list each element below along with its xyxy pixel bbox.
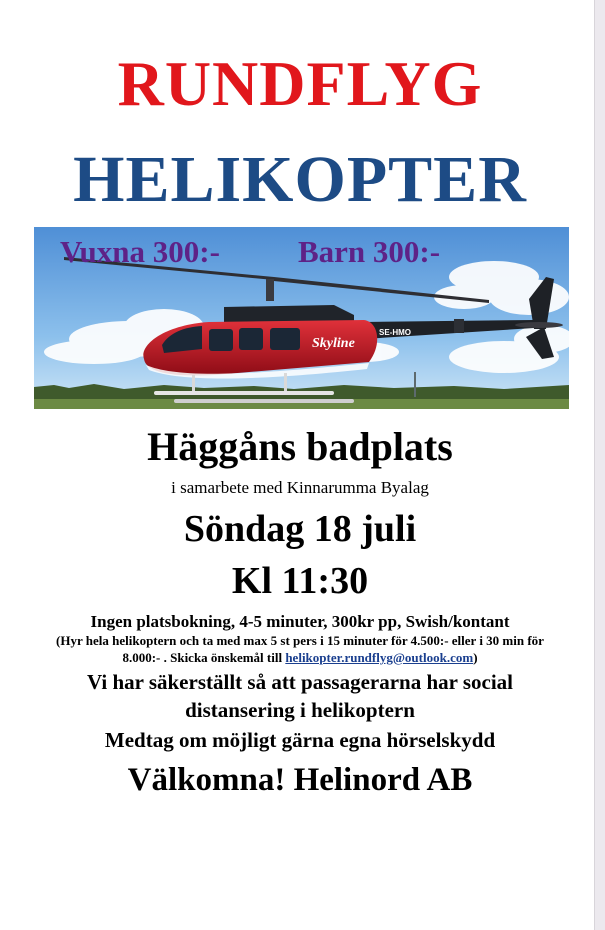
collaboration-note: i samarbete med Kinnarumma Byalag — [171, 478, 429, 497]
safety-line-1: Vi har säkerställt så att passagerarna har social — [86, 670, 514, 694]
title-helikopter: HELIKOPTER — [73, 143, 527, 216]
rental-info-prefix: 8.000:- . Skicka önskemål till — [122, 650, 283, 665]
venue-name: Häggåns badplats — [147, 424, 453, 469]
helicopter-registration: SE-HMO — [379, 328, 411, 337]
title-rundflyg: RUNDFLYG — [117, 48, 483, 119]
event-date: Söndag 18 juli — [183, 508, 417, 550]
email-link[interactable]: helikopter.rundflyg@outlook.com — [285, 650, 474, 665]
rental-info-suffix: ) — [473, 650, 478, 665]
price-adults: Vuxna 300:- — [60, 234, 220, 269]
helicopter-logo-text: Skyline — [312, 336, 355, 351]
booking-info: Ingen platsbokning, 4-5 minuter, 300kr pp, Swish/kontant — [90, 612, 510, 631]
rental-info-line2 — [0, 649, 600, 666]
welcome-message: Välkomna! Helinord AB — [127, 762, 473, 798]
rental-info-line1: (Hyr hela helikoptern och ta med max 5 st pers i 15 minuter för 4.500:- eller i 30 min för — [56, 633, 544, 648]
rental-info — [0, 632, 600, 666]
safety-line-2: distansering i helikoptern — [185, 698, 415, 722]
hearing-protection-note: Medtag om möjligt gärna egna hörselskydd — [104, 728, 496, 752]
price-children: Barn 300:- — [298, 234, 441, 269]
event-time: Kl 11:30 — [231, 560, 369, 602]
